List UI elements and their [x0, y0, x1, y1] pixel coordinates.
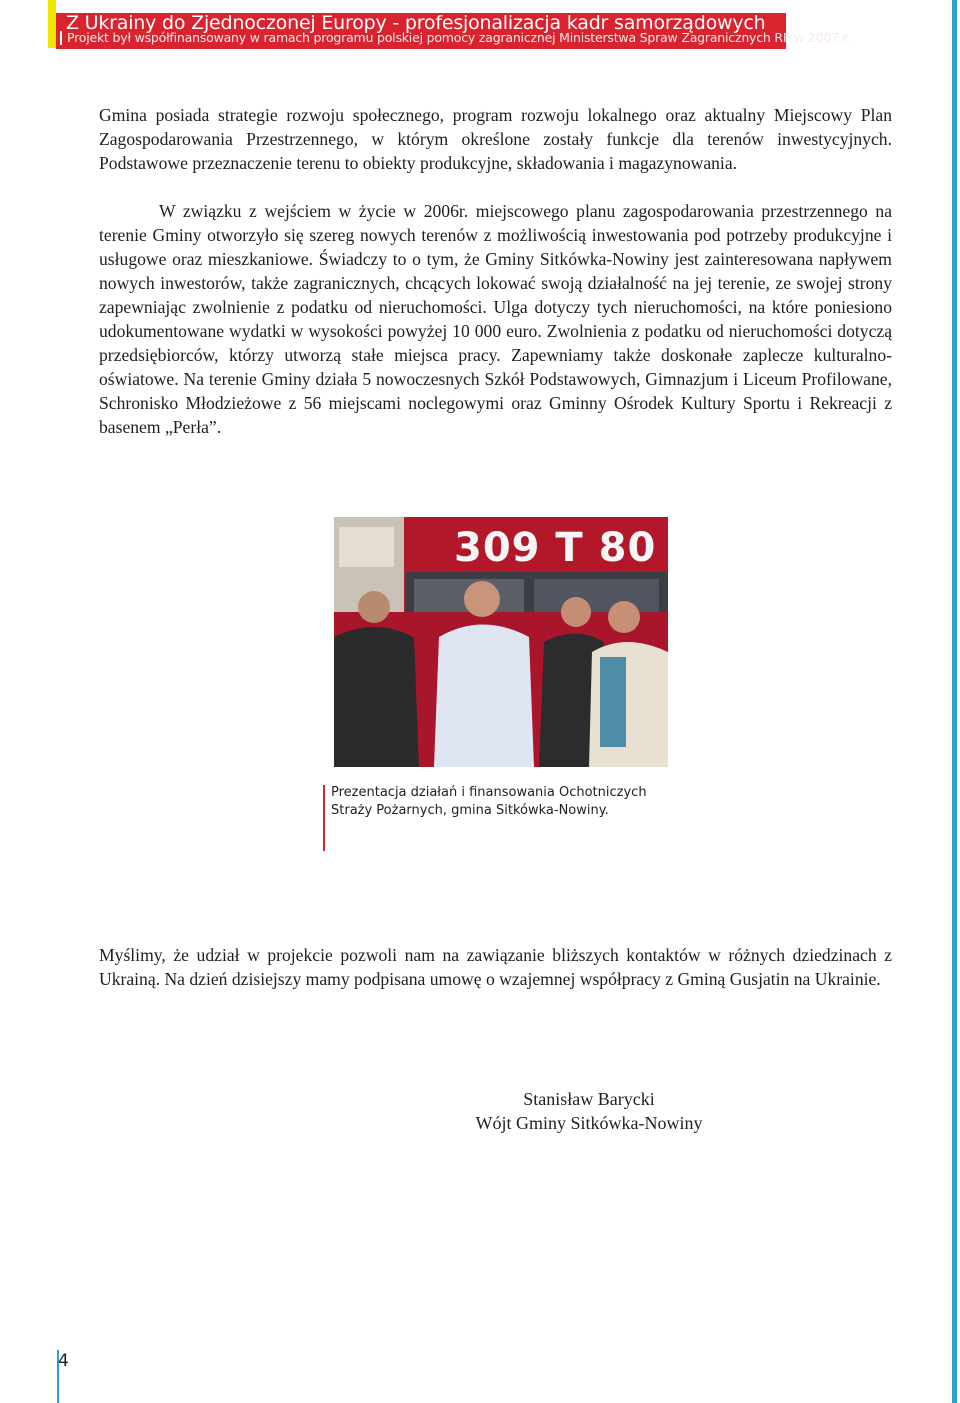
header-divider	[60, 31, 62, 45]
header-subtitle: Projekt był współfinansowany w ramach programu polskiej pomocy zagranicznej Ministerstwa Spraw Zagranicznych RP w 2007 r.	[67, 30, 851, 45]
header-title: Z Ukrainy do Zjednoczonej Europy - profesjonalizacja kadr samorządowych	[66, 12, 766, 34]
body-paragraph-2: W związku z wejściem w życie w 2006r. miejscowego planu zagospodarowania przestrzennego na terenie Gminy otworzyło się szereg nowych terenów z możliwością inwestowania pod potrzeby produkcyjne i usługowe oraz mieszkaniowe. Świadczy to o tym, że Gminy Sitkówka-Nowiny jest zainteresowana napływem nowych inwestorów, także zagranicznych, chcących lokować swoją działalność na jej terenie, ze swojej strony zapewniając zwolnienie z podatku od nieruchomości. Ulga dotyczy tych nieruchomości, na które poniesiono udokumentowane wydatki w wysokości powyżej 10 000 euro. Zwolnienia z podatku od nieruchomości dotyczą przedsiębiorców, którzy utworzą stałe miejsca pracy. Zapewniamy także doskonałe zaplecze kulturalno-oświatowe. Na terenie Gminy działa 5 nowoczesnych Szkół Podstawowych, Gimnazjum i Liceum Profilowane, Schronisko Młodzieżowe z 56 miejscami noclegowymi oraz Gminny Ośrodek Kultury Sportu i Rekreacji z basenem „Perła”.	[99, 201, 892, 437]
fire-truck-photo	[334, 517, 668, 767]
truck-number-plate: 309 T 80	[454, 525, 657, 571]
signature-name: Stanisław Barycki	[523, 1089, 655, 1109]
page-header	[56, 12, 851, 49]
caption-accent-line	[323, 785, 325, 851]
header-yellow-accent	[48, 0, 56, 48]
photo-caption: Prezentacja działań i finansowania Ochotniczych Straży Pożarnych, gmina Sitkówka-Nowiny.	[331, 785, 647, 818]
body-paragraph-1: Gmina posiada strategie rozwoju społecznego, program rozwoju lokalnego oraz aktualny Miejscowy Plan Zagospodarowania Przestrzennego, w którym określone zostały funkcje dla terenów inwestycyjnych. Podstawowe przeznaczenie terenu to obiekty produkcyjne, składowania i magazynowania.	[99, 105, 892, 173]
page-number: 4	[58, 1351, 69, 1371]
signature-block	[459, 1087, 719, 1135]
right-margin-line	[952, 0, 957, 1403]
signature-role: Wójt Gminy Sitkówka-Nowiny	[475, 1113, 703, 1133]
body-paragraph-3: Myślimy, że udział w projekcie pozwoli nam na zawiązanie bliższych kontaktów w różnych dziedzinach z Ukrainą. Na dzień dzisiejszy mamy podpisana umowę o wzajemnej współpracy z Gminą Gusjatin na Ukrainie.	[99, 945, 892, 989]
